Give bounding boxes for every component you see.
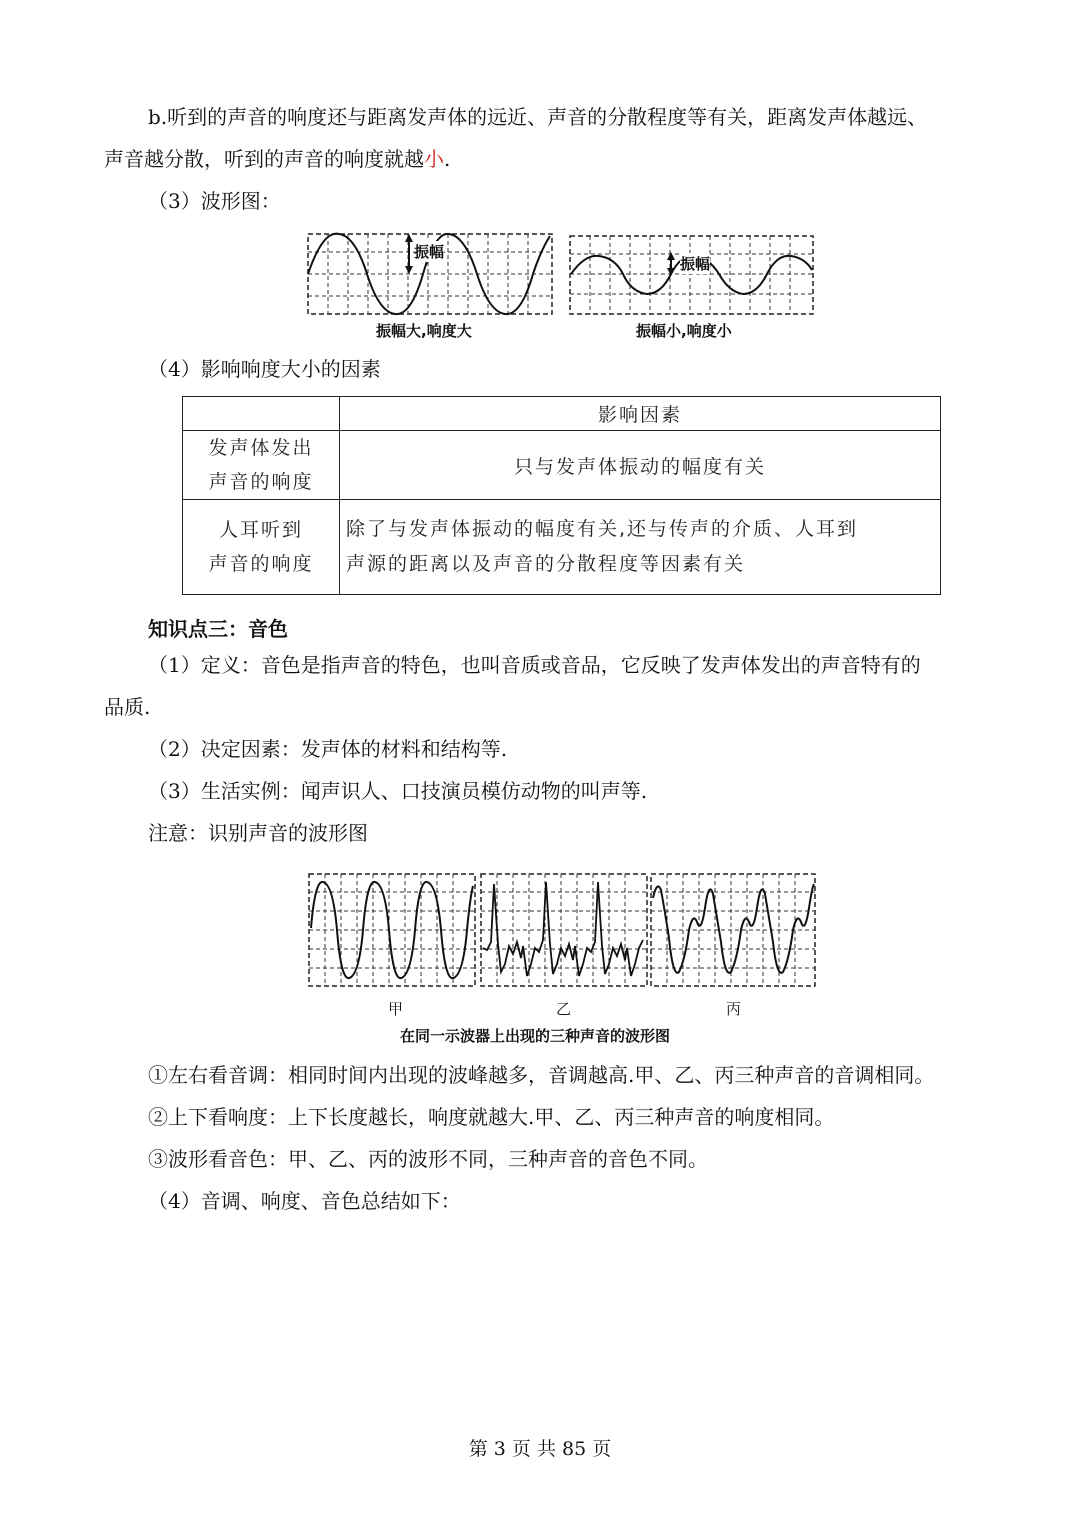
small-amplitude-wave-panel — [570, 236, 813, 314]
table-header-cell-empty — [183, 397, 340, 431]
timbre-definition-line1: （1）定义：音色是指声音的特色，也叫音质或音品，它反映了发声体发出的声音特有的 — [148, 653, 921, 677]
table-row-text — [340, 431, 941, 500]
timbre-note: 注意：识别声音的波形图 — [148, 821, 368, 845]
paragraph-b-line2 — [104, 146, 450, 172]
large-amplitude-label: 振幅 — [414, 243, 445, 261]
table-header-row — [183, 397, 941, 431]
page-footer: 第 3 页 共 85 页 — [468, 1438, 612, 1460]
table-row-label-line2: 声音的响度 — [208, 553, 314, 575]
section-title-timbre: 知识点三：音色 — [148, 617, 288, 641]
amplitude-figure — [305, 230, 817, 320]
table-header-cell-factors: 影响因素 — [340, 397, 941, 431]
table-row-text-line2: 声源的距离以及声音的分散程度等因素有关 — [346, 553, 746, 575]
table-row-text — [340, 500, 941, 595]
point-timbre: ③波形看音色：甲、乙、丙的波形不同，三种声音的音色不同。 — [148, 1147, 708, 1171]
wave-figure-caption: 在同一示波器上出现的三种声音的波形图 — [400, 1027, 671, 1045]
table-row-label-line1: 人耳听到 — [218, 519, 303, 541]
table-row-text-line1: 除了与发声体振动的幅度有关,还与传声的介质、人耳到 — [346, 518, 859, 540]
paragraph-b-line1: b.听到的声音的响度还与距离发声体的远近、声音的分散程度等有关，距离发声体越远、 — [148, 105, 928, 129]
wave-panel-jia — [309, 874, 475, 986]
table-row-label-line2: 声音的响度 — [208, 471, 314, 493]
wave-panel-yi — [481, 874, 647, 986]
table-row — [183, 500, 941, 595]
timbre-definition-line2: 品质. — [104, 695, 151, 719]
table-row-text-line1: 只与发声体振动的幅度有关 — [513, 455, 766, 478]
table-row-label — [183, 431, 340, 500]
table-row — [183, 431, 941, 500]
wave-label-bing: 丙 — [726, 1000, 742, 1018]
highlight-small: 小 — [424, 147, 444, 171]
wave-label-jia: 甲 — [388, 1000, 404, 1018]
factors-heading: （4）影响响度大小的因素 — [148, 357, 381, 381]
point-pitch: ①左右看音调：相同时间内出现的波峰越多，音调越高.甲、乙、丙三种声音的音调相同。 — [148, 1063, 935, 1087]
wave-panel-bing — [651, 874, 815, 986]
paragraph-b-line2-text: 声音越分散，听到的声音的响度就越 — [104, 147, 424, 171]
small-amplitude-label: 振幅 — [680, 255, 711, 273]
timbre-example: （3）生活实例：闻声识人、口技演员模仿动物的叫声等. — [148, 779, 648, 803]
three-waveforms-figure — [305, 868, 817, 996]
loudness-factors-table — [182, 396, 941, 595]
large-amplitude-caption: 振幅大,响度大 — [376, 322, 472, 340]
wave-label-yi: 乙 — [556, 1000, 572, 1018]
small-amplitude-caption: 振幅小,响度小 — [636, 322, 732, 340]
timbre-factor: （2）决定因素：发声体的材料和结构等. — [148, 737, 508, 761]
table-row-label — [183, 500, 340, 595]
waveform-heading: （3）波形图： — [148, 189, 281, 213]
table-row-label-line1: 发声体发出 — [208, 437, 314, 459]
point-loudness: ②上下看响度：上下长度越长，响度就越大.甲、乙、丙三种声音的响度相同。 — [148, 1105, 835, 1129]
paragraph-b-line2-end: . — [444, 147, 451, 171]
summary-heading: （4）音调、响度、音色总结如下： — [148, 1189, 461, 1213]
